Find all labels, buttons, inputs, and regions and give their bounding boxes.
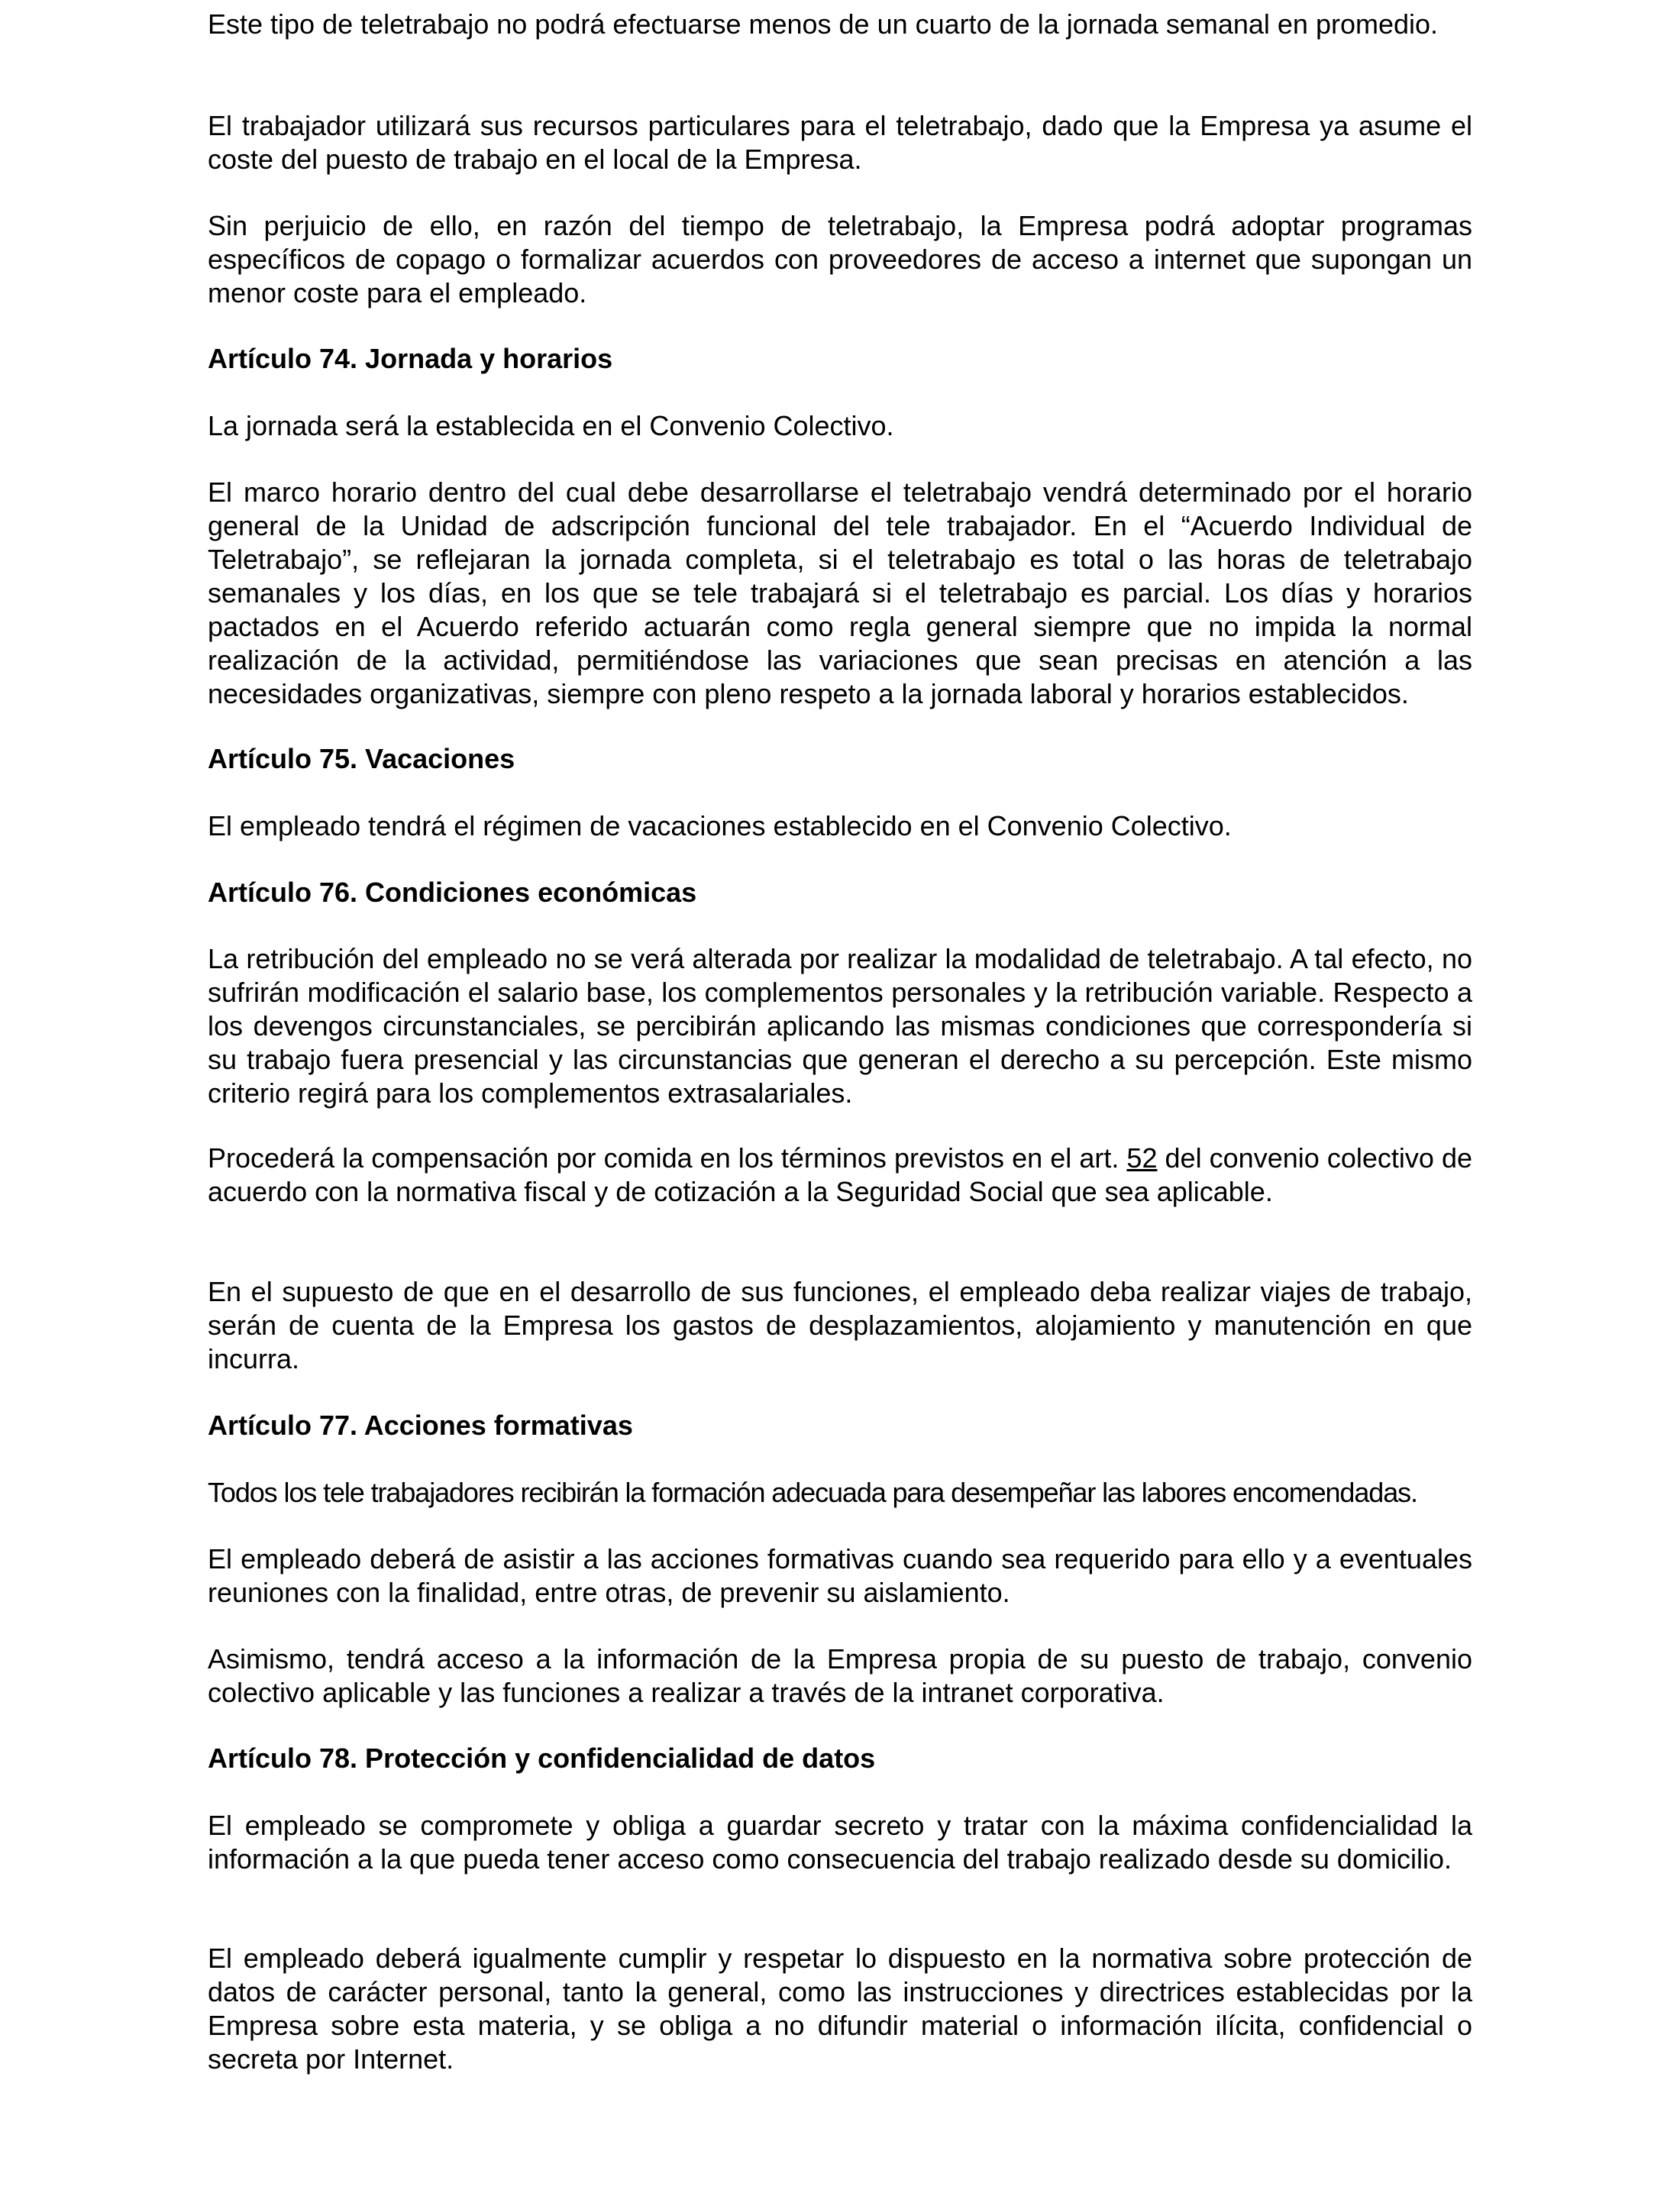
heading-articulo-75: Artículo 75. Vacaciones <box>208 743 515 774</box>
paragraph-formacion: Todos los tele trabajadores recibirán la formación adecuada para desempeñar las labores encomendadas. <box>208 1477 1417 1508</box>
heading-articulo-78: Artículo 78. Protección y confidencialidad de datos <box>208 1742 876 1774</box>
paragraph-confidencialidad: El empleado se compromete y obliga a guardar secreto y tratar con la máxima confidencialidad la información a la que pueda tener acceso como consecuencia del trabajo realizado desde su domicilio. <box>208 1810 1472 1875</box>
paragraph-retribucion: La retribución del empleado no se verá alterada por realizar la modalidad de teletrabajo. A tal efecto, no sufrirán modificación el salario base, los complementos personales y la retribución variable. Respecto a los devengos circunstanciales, se percibirán aplicando las mismas condiciones que correspondería si su trabajo fuera presencial y las circunstancias que generan el derecho a su percepción. Este mismo criterio regirá para los complementos extrasalariales. <box>208 943 1472 1109</box>
paragraph-jornada: La jornada será la establecida en el Convenio Colectivo. <box>208 410 894 441</box>
paragraph-acciones-formativas: El empleado deberá de asistir a las acciones formativas cuando sea requerido para ello y a eventuales reuniones con la finalidad, entre otras, de prevenir su aislamiento. <box>208 1543 1472 1608</box>
heading-articulo-77: Artículo 77. Acciones formativas <box>208 1410 633 1441</box>
paragraph-programas-copago: Sin perjuicio de ello, en razón del tiempo de teletrabajo, la Empresa podrá adoptar programas específicos de copago o formalizar acuerdos con proveedores de acceso a internet que supongan un menor coste para el empleado. <box>208 210 1472 308</box>
paragraph-recursos-particulares: El trabajador utilizará sus recursos particulares para el teletrabajo, dado que la Empresa ya asume el coste del puesto de trabajo en el local de la Empresa. <box>208 110 1472 175</box>
compensacion-text-end: del convenio colectivo de acuerdo con la normativa fiscal y de cotización a la Seguridad Social que sea aplicable. <box>208 1142 1473 1207</box>
paragraph-viajes-trabajo: En el supuesto de que en el desarrollo de sus funciones, el empleado deba realizar viajes de trabajo, serán de cuenta de la Empresa los gastos de desplazamientos, alojamiento y manutención en que incurra. <box>208 1276 1472 1374</box>
compensacion-text-start: Procederá la compensación por comida en los términos previstos en el art. <box>208 1142 1127 1174</box>
paragraph-marco-horario: El marco horario dentro del cual debe desarrollarse el teletrabajo vendrá determinado por el horario general de la Unidad de adscripción funcional del tele trabajador. En el “Acuerdo Individual de Teletrabajo”, se reflejaran la jornada completa, si el teletrabajo es total o las horas de teletrabajo semanales y los días, en los que se tele trabajará si el teletrabajo es parcial. Los días y horarios pactados en el Acuerdo referido actuarán como regla general siempre que no impida la normal realización de la actividad, permitiéndose las variaciones que sean precisas en atención a las necesidades organizativas, siempre con pleno respeto a la jornada laboral y horarios establecidos. <box>208 476 1472 709</box>
heading-articulo-74: Artículo 74. Jornada y horarios <box>208 343 613 374</box>
article-52-link[interactable]: 52 <box>1126 1142 1158 1174</box>
paragraph-proteccion-datos: El empleado deberá igualmente cumplir y respetar lo dispuesto en la normativa sobre protección de datos de carácter personal, tanto la general, como las instrucciones y directrices establecidas por la Empresa sobre esta materia, y se obliga a no difundir material o información ilícita, confidencial o secreta por Internet. <box>208 1943 1472 2075</box>
paragraph-acceso-informacion: Asimismo, tendrá acceso a la información de la Empresa propia de su puesto de trabajo, convenio colectivo aplicable y las funciones a realizar a través de la intranet corporativa. <box>208 1643 1472 1708</box>
paragraph-teletrabajo-minimo: Este tipo de teletrabajo no podrá efectuarse menos de un cuarto de la jornada semanal en promedio. <box>208 8 1439 40</box>
paragraph-compensacion-comida <box>208 1142 1472 1209</box>
paragraph-vacaciones: El empleado tendrá el régimen de vacaciones establecido en el Convenio Colectivo. <box>208 810 1232 841</box>
heading-articulo-76: Artículo 76. Condiciones económicas <box>208 877 697 908</box>
